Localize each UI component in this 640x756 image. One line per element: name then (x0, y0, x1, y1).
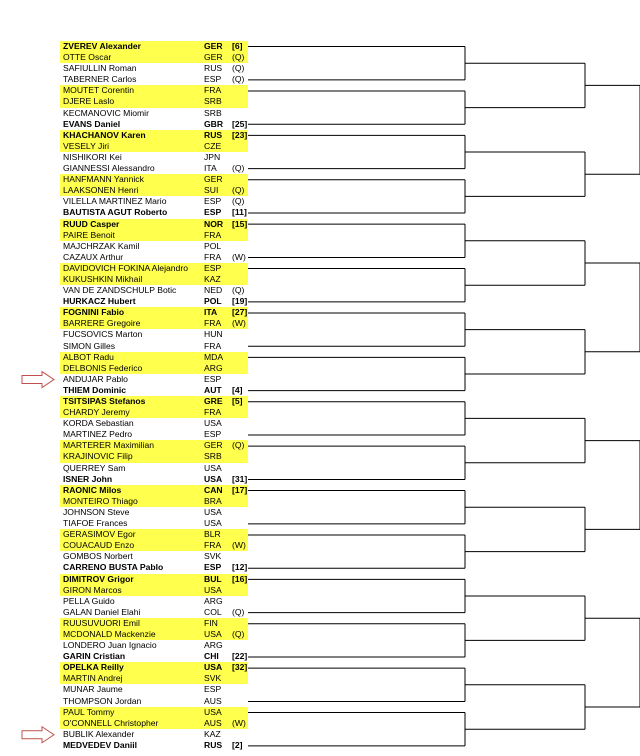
player-row (60, 696, 248, 707)
player-row (60, 418, 248, 429)
player-name: O'CONNELL Christopher (63, 717, 159, 728)
player-seed-or-entry: (Q) (232, 606, 245, 617)
player-row (60, 307, 248, 318)
player-country: ESP (204, 684, 222, 695)
player-row (60, 396, 248, 407)
player-country: RUS (204, 129, 223, 140)
player-name: MARTIN Andrej (63, 673, 123, 684)
player-name: LAAKSONEN Henri (63, 185, 139, 196)
right-arrow-icon (22, 727, 54, 743)
player-country: FRA (204, 340, 222, 351)
player-name: FUCSOVICS Marton (63, 329, 143, 340)
player-country: JPN (204, 151, 221, 162)
player-country: USA (204, 662, 223, 673)
player-country: AUS (204, 717, 222, 728)
player-country: ESP (204, 373, 222, 384)
player-name: KORDA Sebastian (63, 418, 134, 429)
player-seed-or-entry: [27] (232, 307, 248, 318)
player-country: FRA (204, 229, 222, 240)
player-seed-or-entry: (Q) (232, 628, 245, 639)
player-seed-or-entry: [4] (232, 384, 243, 395)
player-row (60, 219, 248, 230)
player-country: FRA (204, 251, 222, 262)
player-name: KHACHANOV Karen (63, 129, 146, 140)
player-row (60, 662, 248, 673)
player-name: PELLA Guido (63, 595, 115, 606)
player-name: CHARDY Jeremy (63, 407, 130, 418)
player-country: USA (204, 506, 222, 517)
player-seed-or-entry: [19] (232, 296, 248, 307)
player-seed-or-entry: [25] (232, 118, 248, 129)
player-seed-or-entry: (Q) (232, 163, 245, 174)
player-row (60, 296, 248, 307)
player-country: USA (204, 462, 222, 473)
player-name: MUNAR Jaume (63, 684, 123, 695)
player-country: AUT (204, 384, 222, 395)
player-country: ITA (204, 307, 218, 318)
player-row (60, 318, 248, 329)
player-name: KRAJINOVIC Filip (63, 451, 133, 462)
player-row (60, 463, 248, 474)
player-name: KECMANOVIC Miomir (63, 107, 149, 118)
player-name: MAJCHRZAK Kamil (63, 240, 140, 251)
player-row (60, 185, 248, 196)
player-row (60, 574, 248, 585)
player-name: CARRENO BUSTA Pablo (63, 562, 164, 573)
player-row (60, 374, 248, 385)
player-row (60, 341, 248, 352)
player-row (60, 174, 248, 185)
player-country: BUL (204, 573, 222, 584)
player-country: CAN (204, 484, 223, 495)
player-name: TSITSIPAS Stefanos (63, 396, 146, 406)
player-country: KAZ (204, 728, 221, 739)
player-row (60, 629, 248, 640)
player-country: ESP (204, 74, 222, 85)
player-name: COUACAUD Enzo (63, 540, 135, 551)
player-name: BAUTISTA AGUT Roberto (63, 207, 168, 218)
player-country: ARG (204, 640, 223, 651)
player-name: KUKUSHKIN Mikhail (63, 273, 143, 284)
player-row (60, 63, 248, 74)
player-row (60, 607, 248, 618)
player-row (60, 41, 248, 52)
player-country: USA (204, 473, 223, 484)
player-country: NOR (204, 218, 224, 229)
player-row (60, 407, 248, 418)
player-row (60, 85, 248, 96)
player-name: OTTE Oscar (63, 52, 112, 63)
player-row (60, 540, 248, 551)
player-row (60, 141, 248, 152)
player-country: CHI (204, 651, 219, 662)
player-country: FRA (204, 318, 222, 329)
player-row (60, 562, 248, 573)
player-seed-or-entry: [17] (232, 484, 248, 495)
player-country: ARG (204, 595, 223, 606)
player-seed-or-entry: (W) (232, 717, 246, 728)
player-name: HANFMANN Yannick (63, 174, 144, 185)
player-seed-or-entry: [6] (232, 41, 243, 51)
player-country: ITA (204, 163, 217, 174)
player-name: VAN DE ZANDSCHULP Botic (63, 285, 177, 296)
player-name: RUUD Casper (63, 218, 120, 229)
player-country: SUI (204, 185, 219, 196)
player-country: ESP (204, 207, 222, 218)
player-name: ALBOT Radu (63, 351, 114, 362)
player-seed-or-entry: [16] (232, 573, 248, 584)
player-row (60, 163, 248, 174)
right-arrow-icon (22, 372, 54, 388)
player-name: GIANNESSI Alessandro (63, 163, 155, 174)
draw-list (60, 41, 248, 751)
player-name: RAONIC Milos (63, 484, 122, 495)
player-country: GER (204, 440, 223, 451)
player-seed-or-entry: [22] (232, 651, 248, 662)
player-row (60, 352, 248, 363)
player-name: MARTINEZ Pedro (63, 429, 133, 440)
player-seed-or-entry: (Q) (232, 52, 245, 63)
player-name: DELBONIS Federico (63, 362, 143, 373)
player-name: THOMPSON Jordan (63, 695, 142, 706)
player-row (60, 196, 248, 207)
player-name: SAFIULLIN Roman (63, 63, 137, 74)
player-name: MEDVEDEV Daniil (63, 739, 138, 750)
player-country: GRE (204, 396, 223, 406)
player-name: GIRON Marcos (63, 584, 122, 595)
player-name: VILELLA MARTINEZ Mario (63, 196, 167, 207)
player-name: ISNER John (63, 473, 113, 484)
player-name: GALAN Daniel Elahi (63, 606, 141, 617)
player-country: AUS (204, 695, 222, 706)
player-row (60, 618, 248, 629)
player-country: ESP (204, 196, 222, 207)
player-country: USA (204, 584, 222, 595)
player-row (60, 152, 248, 163)
player-country: USA (204, 706, 222, 717)
player-row (60, 729, 248, 740)
player-name: BARRERE Gregoire (63, 318, 141, 329)
player-name: ZVEREV Alexander (63, 41, 142, 51)
player-country: POL (204, 240, 222, 251)
player-name: PAIRE Benoit (63, 229, 115, 240)
player-name: NISHIKORI Kei (63, 151, 122, 162)
player-name: GOMBOS Norbert (63, 551, 133, 562)
player-country: MDA (204, 351, 224, 362)
player-seed-or-entry: [31] (232, 473, 248, 484)
player-name: MARTERER Maximilian (63, 440, 155, 451)
player-country: ESP (204, 429, 222, 440)
player-row (60, 74, 248, 85)
player-row (60, 130, 248, 141)
player-seed-or-entry: (Q) (232, 440, 245, 451)
player-row (60, 451, 248, 462)
player-country: CZE (204, 140, 222, 151)
player-name: HURKACZ Hubert (63, 296, 136, 307)
player-seed-or-entry: (W) (232, 251, 246, 262)
player-name: ANDUJAR Pablo (63, 373, 128, 384)
player-country: SRB (204, 96, 222, 107)
player-name: QUERREY Sam (63, 462, 126, 473)
player-row (60, 263, 248, 274)
player-country: HUN (204, 329, 223, 340)
player-country: ARG (204, 362, 223, 373)
player-name: EVANS Daniel (63, 118, 121, 129)
player-name: GERASIMOV Egor (63, 529, 136, 540)
player-country: COL (204, 606, 222, 617)
player-seed-or-entry: [32] (232, 662, 248, 673)
player-seed-or-entry: [2] (232, 739, 243, 750)
player-country: RUS (204, 63, 223, 74)
player-country: ESP (204, 262, 222, 273)
player-row (60, 230, 248, 241)
player-row (60, 363, 248, 374)
player-name: TIAFOE Frances (63, 518, 128, 529)
player-country: BLR (204, 529, 221, 540)
player-row (60, 385, 248, 396)
player-name: VESELY Jiri (63, 140, 110, 151)
player-name: DAVIDOVICH FOKINA Alejandro (63, 262, 188, 273)
player-row (60, 440, 248, 451)
player-row (60, 252, 248, 263)
player-name: TABERNER Carlos (63, 74, 137, 85)
player-name: CAZAUX Arthur (63, 251, 124, 262)
player-row (60, 241, 248, 252)
player-country: ESP (204, 562, 222, 573)
player-row (60, 529, 248, 540)
player-country: SVK (204, 673, 222, 684)
player-row (60, 274, 248, 285)
player-country: FRA (204, 407, 222, 418)
player-seed-or-entry: (Q) (232, 196, 245, 207)
player-seed-or-entry: (Q) (232, 185, 245, 196)
player-row (60, 551, 248, 562)
player-row (60, 207, 248, 218)
player-seed-or-entry: [12] (232, 562, 248, 573)
player-country: GER (204, 52, 223, 63)
player-country: GER (204, 174, 223, 185)
player-name: RUUSUVUORI Emil (63, 617, 140, 628)
player-seed-or-entry: (Q) (232, 74, 245, 85)
player-name: MCDONALD Mackenzie (63, 628, 156, 639)
player-country: FRA (204, 85, 222, 96)
player-row (60, 474, 248, 485)
player-row (60, 640, 248, 651)
player-country: KAZ (204, 273, 221, 284)
player-row (60, 329, 248, 340)
player-row (60, 718, 248, 729)
player-country: USA (204, 518, 222, 529)
player-name: FOGNINI Fabio (63, 307, 125, 318)
player-seed-or-entry: (W) (232, 318, 246, 329)
player-row (60, 596, 248, 607)
player-seed-or-entry: [15] (232, 218, 248, 229)
player-row (60, 429, 248, 440)
player-name: MOUTET Corentin (63, 85, 134, 96)
player-name: THIEM Dominic (63, 384, 127, 395)
player-name: SIMON Gilles (63, 340, 116, 351)
player-seed-or-entry: (Q) (232, 285, 245, 296)
player-row (60, 119, 248, 130)
player-row (60, 651, 248, 662)
player-name: OPELKA Reilly (63, 662, 124, 673)
player-name: BUBLIK Alexander (63, 728, 135, 739)
player-name: PAUL Tommy (63, 706, 115, 717)
player-country: GBR (204, 118, 224, 129)
player-row (60, 707, 248, 718)
player-country: GER (204, 41, 223, 51)
player-country: USA (204, 628, 222, 639)
player-row (60, 673, 248, 684)
player-name: DJERE Laslo (63, 96, 115, 107)
player-row (60, 496, 248, 507)
player-name: MONTEIRO Thiago (63, 495, 138, 506)
player-row (60, 52, 248, 63)
player-country: NED (204, 285, 223, 296)
player-row (60, 96, 248, 107)
player-country: SRB (204, 107, 222, 118)
player-row (60, 585, 248, 596)
player-country: SRB (204, 451, 222, 462)
player-row (60, 507, 248, 518)
player-row (60, 740, 248, 751)
player-country: POL (204, 296, 222, 307)
player-seed-or-entry: [11] (232, 207, 247, 218)
player-country: FIN (204, 617, 218, 628)
player-seed-or-entry: (Q) (232, 63, 245, 74)
player-row (60, 518, 248, 529)
player-row (60, 485, 248, 496)
player-country: BRA (204, 495, 222, 506)
player-name: JOHNSON Steve (63, 506, 130, 517)
player-country: RUS (204, 739, 223, 750)
player-seed-or-entry: [23] (232, 129, 248, 140)
player-country: SVK (204, 551, 222, 562)
player-country: FRA (204, 540, 222, 551)
player-row (60, 108, 248, 119)
player-row (60, 684, 248, 695)
player-name: DIMITROV Grigor (63, 573, 134, 584)
player-row (60, 285, 248, 296)
player-seed-or-entry: [5] (232, 396, 243, 406)
player-country: USA (204, 418, 222, 429)
player-name: LONDERO Juan Ignacio (63, 640, 157, 651)
player-name: GARIN Cristian (63, 651, 126, 662)
player-seed-or-entry: (W) (232, 540, 246, 551)
